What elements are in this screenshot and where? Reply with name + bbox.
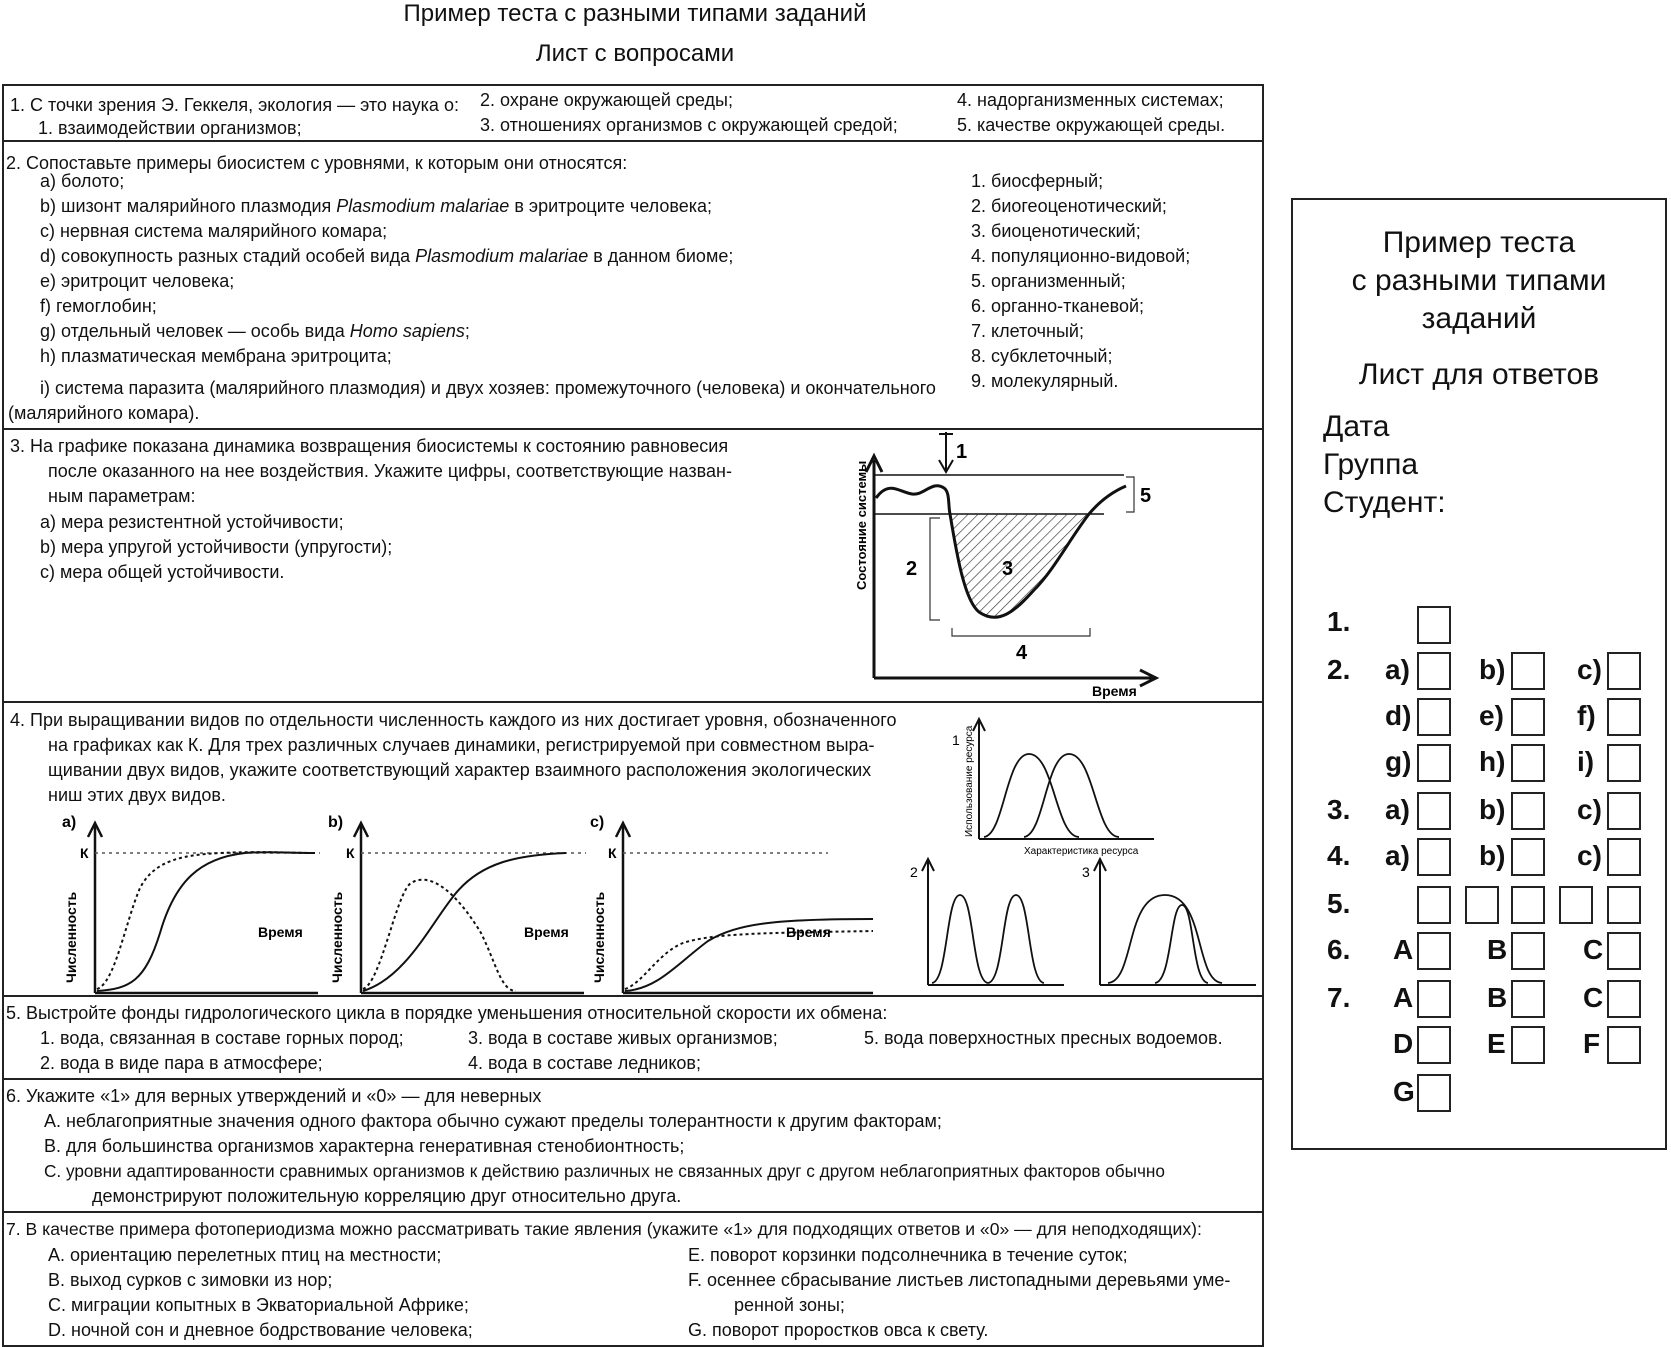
answer-box-2b[interactable] [1511, 652, 1545, 690]
q2-level: 2. биогеоценотический; [971, 196, 1167, 216]
ans-num-6: 6. [1327, 934, 1351, 965]
q2-item [40, 294, 157, 319]
q3-line-3: ным параметрам: [48, 486, 196, 506]
q2-item-text-end: ; [464, 321, 470, 341]
q5-option-3: 3. вода в составе живых организмов; [468, 1028, 778, 1048]
q5-text: 5. Выстройте фонды гидрологического цикла в порядке уменьшения относительной скорости их обмена: [6, 1003, 888, 1023]
ans-lbl-6B: B [1487, 934, 1508, 965]
q2-item [40, 376, 936, 401]
answer-box-7A[interactable] [1417, 980, 1451, 1018]
q4-line-1: 4. При выращивании видов по отдельности численность каждого из них достигает уровня, обозначенного [10, 710, 897, 730]
q3-item-b: b) мера упругой устойчивости (упругости); [40, 537, 393, 557]
answer-box-2a[interactable] [1417, 652, 1451, 690]
q2-item [40, 169, 124, 194]
answer-box-4b[interactable] [1511, 838, 1545, 876]
ans-lbl-7B: B [1487, 982, 1508, 1013]
q2-item [40, 319, 470, 344]
answer-box-7G[interactable] [1417, 1074, 1451, 1112]
q3-mark-2: 2 [906, 558, 918, 580]
q4-graph-b [326, 813, 591, 999]
answer-box-2d[interactable] [1417, 698, 1451, 736]
answer-box-2g[interactable] [1417, 744, 1451, 782]
q4-niche-num-2: 2 [910, 864, 918, 880]
answer-title-2: с разными типами [1351, 264, 1607, 297]
date-label: Дата [1323, 410, 1390, 443]
q2-item [40, 344, 392, 369]
answer-box-7F[interactable] [1607, 1026, 1641, 1064]
q2-item-species: Plasmodium malariae [336, 196, 510, 216]
q2-text: 2. Сопоставьте примеры биосистем с уровнями, к которым они относятся: [6, 153, 628, 173]
q6-item-c-cont: демонстрируют положительную корреляцию друг относительно друга. [92, 1186, 682, 1206]
ans-num-3: 3. [1327, 794, 1351, 825]
q2-item [40, 194, 712, 219]
answer-box-6B[interactable] [1511, 932, 1545, 970]
q4-ylabel-c: Численность [591, 891, 607, 983]
ans-lbl-3b: b) [1479, 794, 1506, 825]
q2-item-text: g) отдельный человек — особь вида [40, 321, 350, 341]
q4-xlabel-a: Время [258, 924, 303, 940]
ans-lbl-2h: h) [1479, 746, 1506, 777]
q6-item-a: A. неблагоприятные значения одного фактора обычно сужают пределы толерантности к другим факторам; [44, 1111, 942, 1131]
ans-lbl-6A: A [1393, 934, 1414, 965]
q2-item-text: h) плазматическая мембрана эритроцита; [40, 346, 392, 366]
q3-mark-4: 4 [1016, 642, 1028, 664]
q2-item-text: d) совокупность разных стадий особей вида [40, 246, 416, 266]
answer-box-3a[interactable] [1417, 792, 1451, 830]
page-subtitle: Лист с вопросами [535, 40, 735, 67]
ans-lbl-4c: c) [1577, 840, 1602, 871]
q4-line-4: ниш этих двух видов. [48, 785, 226, 805]
q2-item [40, 269, 234, 294]
answer-box-7B[interactable] [1511, 980, 1545, 1018]
group-label: Группа [1323, 448, 1419, 481]
answer-box-2i[interactable] [1607, 744, 1641, 782]
ans-lbl-2c: c) [1577, 654, 1602, 685]
answer-box-5-1[interactable] [1417, 886, 1451, 924]
question-7 [2, 1211, 1264, 1347]
answer-box-7C[interactable] [1607, 980, 1641, 1018]
answer-box-2h[interactable] [1511, 744, 1545, 782]
q2-item [40, 244, 733, 269]
q3-xlabel: Время [1092, 683, 1137, 699]
ans-lbl-7C: C [1583, 982, 1604, 1013]
q7-item-f-cont: ренной зоны; [734, 1295, 845, 1315]
ans-lbl-4b: b) [1479, 840, 1506, 871]
q5-option-5: 5. вода поверхностных пресных водоемов. [864, 1028, 1223, 1048]
ans-lbl-3c: c) [1577, 794, 1602, 825]
q4-k-a: К [80, 845, 89, 861]
q7-item-d: D. ночной сон и дневное бодрствование человека; [48, 1320, 473, 1340]
ans-num-1: 1. [1327, 606, 1351, 637]
ans-num-4: 4. [1327, 840, 1351, 871]
q2-level: 8. субклеточный; [971, 346, 1113, 366]
q2-item-text: i) система паразита (малярийного плазмодия) и двух хозяев: промежуточного (человека) и окончательного [40, 378, 936, 398]
q4-niche-num-1: 1 [952, 732, 960, 748]
ans-lbl-7E: E [1487, 1028, 1506, 1059]
q4-line-3: щивании двух видов, укажите соответствующий характер взаимного расположения экологических [48, 760, 872, 780]
q7-item-b: B. выход сурков с зимовки из нор; [48, 1270, 333, 1290]
q4-graph-a [60, 813, 325, 999]
q4-ylabel-a: Численность [63, 891, 79, 983]
q2-level: 6. органно-тканевой; [971, 296, 1145, 316]
q3-ylabel: Состояние системы [854, 460, 869, 590]
q1-text: 1. С точки зрения Э. Геккеля, экология — это наука о: [10, 95, 459, 115]
ans-lbl-7D: D [1393, 1028, 1414, 1059]
q1-option-4: 4. надорганизменных системах; [957, 90, 1224, 110]
q5-option-2: 2. вода в виде пара в атмосфере; [40, 1053, 323, 1073]
ans-lbl-2g: g) [1385, 746, 1412, 777]
ans-lbl-7A: A [1393, 982, 1414, 1013]
answer-sheet [1291, 198, 1667, 1150]
q5-option-4: 4. вода в составе ледников; [468, 1053, 701, 1073]
answer-subtitle: Лист для ответов [1358, 358, 1600, 391]
q2-item-text: a) болото; [40, 171, 125, 191]
ans-lbl-6C: C [1583, 934, 1604, 965]
page-title: Пример теста с разными типами заданий [403, 0, 867, 27]
question-4 [2, 701, 1264, 997]
ans-num-7: 7. [1327, 982, 1351, 1013]
q4-panel-c-label: c) [590, 814, 605, 831]
q4-niche-graph-2 [908, 853, 1068, 993]
ans-lbl-2e: e) [1479, 700, 1504, 731]
q4-xlabel-c: Время [786, 924, 831, 940]
q7-item-c: C. миграции копытных в Экваториальной Африке; [48, 1295, 469, 1315]
answer-title-3: заданий [1421, 302, 1537, 335]
question-1 [2, 84, 1264, 142]
q7-item-e: E. поворот корзинки подсолнечника в течение суток; [688, 1245, 1128, 1265]
q2-item-species: Plasmodium malariae [415, 246, 589, 266]
q4-niche-graph-1 [944, 709, 1164, 859]
q2-level: 9. молекулярный. [971, 371, 1119, 391]
q4-line-2: на графиках как К. Для трех различных случаев динамики, регистрируемой при совместном выра- [48, 735, 875, 755]
answer-box-5-5[interactable] [1607, 886, 1641, 924]
q2-item-text-end: в эритроците человека; [509, 196, 712, 216]
question-5 [2, 995, 1264, 1080]
answer-box-5-3[interactable] [1511, 886, 1545, 924]
answer-box-6A[interactable] [1417, 932, 1451, 970]
ans-num-5: 5. [1327, 888, 1351, 919]
ans-lbl-7G: G [1393, 1076, 1415, 1107]
q4-niche-xlabel: Характеристика ресурса [1024, 846, 1139, 857]
q3-item-c: c) мера общей устойчивости. [40, 562, 285, 582]
question-2 [2, 140, 1264, 430]
q4-ylabel-b: Численность [329, 891, 345, 983]
q7-item-g: G. поворот проростков овса к свету. [688, 1320, 989, 1340]
ans-num-2: 2. [1327, 654, 1351, 685]
ans-lbl-2f: f) [1577, 700, 1596, 731]
q4-xlabel-b: Время [524, 924, 569, 940]
q3-mark-5: 5 [1140, 485, 1152, 507]
q7-item-a: A. ориентацию перелетных птиц на местности; [48, 1245, 442, 1265]
q1-option-5: 5. качестве окружающей среды. [957, 115, 1226, 135]
q2-item-i-cont: (малярийного комара). [8, 403, 200, 423]
ans-lbl-3a: a) [1385, 794, 1410, 825]
q3-mark-3: 3 [1002, 558, 1014, 580]
answer-box-6C[interactable] [1607, 932, 1641, 970]
answer-box-2c[interactable] [1607, 652, 1641, 690]
question-3 [2, 428, 1264, 703]
q2-level: 3. биоценотический; [971, 221, 1141, 241]
answer-box-7E[interactable] [1511, 1026, 1545, 1064]
q2-item-text: c) нервная система малярийного комара; [40, 221, 388, 241]
ans-lbl-2i: i) [1577, 746, 1595, 777]
answer-box-4a[interactable] [1417, 838, 1451, 876]
q1-option-3: 3. отношениях организмов с окружающей средой; [480, 115, 898, 135]
q2-item-text: f) гемоглобин; [40, 296, 157, 316]
q2-item [40, 219, 387, 244]
answer-title-1: Пример теста [1382, 226, 1576, 259]
q3-mark-1: 1 [956, 441, 968, 463]
answer-box-3c[interactable] [1607, 792, 1641, 830]
q4-niche-graph-3 [1080, 853, 1260, 993]
q3-line-1: 3. На графике показана динамика возвращения биосистемы к состоянию равновесия [10, 436, 729, 456]
q6-item-c: C. уровни адаптированности сравнимых организмов к действию различных не связанных друг с другом неблагоприятных факторов обычно [44, 1161, 1165, 1181]
q2-item-text: e) эритроцит человека; [40, 271, 235, 291]
q2-level: 7. клеточный; [971, 321, 1084, 341]
q3-item-a: a) мера резистентной устойчивости; [40, 512, 344, 532]
student-label: Студент: [1323, 486, 1446, 519]
q6-text: 6. Укажите «1» для верных утверждений и «0» — для неверных [6, 1086, 542, 1106]
ans-lbl-4a: a) [1385, 840, 1410, 871]
answer-box-7D[interactable] [1417, 1026, 1451, 1064]
q4-k-c: К [608, 845, 617, 861]
q1-option-1: 1. взаимодействии организмов; [38, 118, 302, 138]
q4-niche-ylabel: Использование ресурса [964, 725, 975, 837]
ans-lbl-7F: F [1583, 1028, 1601, 1059]
ans-lbl-2a: a) [1385, 654, 1410, 685]
answer-box-3b[interactable] [1511, 792, 1545, 830]
answer-box-1[interactable] [1417, 606, 1451, 644]
q2-item-species: Homo sapiens [349, 321, 465, 341]
q3-line-2: после оказанного на нее воздействия. Укажите цифры, соответствующие назван- [48, 461, 732, 481]
q4-niche-num-3: 3 [1082, 864, 1090, 880]
question-6 [2, 1078, 1264, 1213]
ans-lbl-2b: b) [1479, 654, 1506, 685]
q7-text: 7. В качестве примера фотопериодизма можно рассматривать такие явления (укажите «1» для подходящих ответов и «0» — для неподходящих): [6, 1219, 1202, 1239]
q4-graph-c [588, 813, 878, 999]
q1-option-2: 2. охране окружающей среды; [480, 90, 733, 110]
q2-level: 1. биосферный; [971, 171, 1104, 191]
answer-box-2e[interactable] [1511, 698, 1545, 736]
q2-level: 5. организменный; [971, 271, 1126, 291]
answer-box-2f[interactable] [1607, 698, 1641, 736]
q2-level: 4. популяционно-видовой; [971, 246, 1191, 266]
q4-k-b: К [346, 845, 355, 861]
answer-box-4c[interactable] [1607, 838, 1641, 876]
q3-stability-graph [844, 430, 1174, 702]
answer-box-5-2[interactable] [1465, 886, 1499, 924]
q4-panel-a-label: a) [62, 814, 77, 831]
ans-lbl-2d: d) [1385, 700, 1412, 731]
q7-item-f: F. осеннее сбрасывание листьев листопадными деревьями уме- [688, 1270, 1231, 1290]
q5-option-1: 1. вода, связанная в составе горных пород; [40, 1028, 404, 1048]
q6-item-b: B. для большинства организмов характерна генеративная стенобионтность; [44, 1136, 685, 1156]
q4-panel-b-label: b) [328, 814, 344, 831]
q2-item-text: b) шизонт малярийного плазмодия [40, 196, 337, 216]
q2-item-text-end: в данном биоме; [588, 246, 734, 266]
answer-box-5-4[interactable] [1559, 886, 1593, 924]
